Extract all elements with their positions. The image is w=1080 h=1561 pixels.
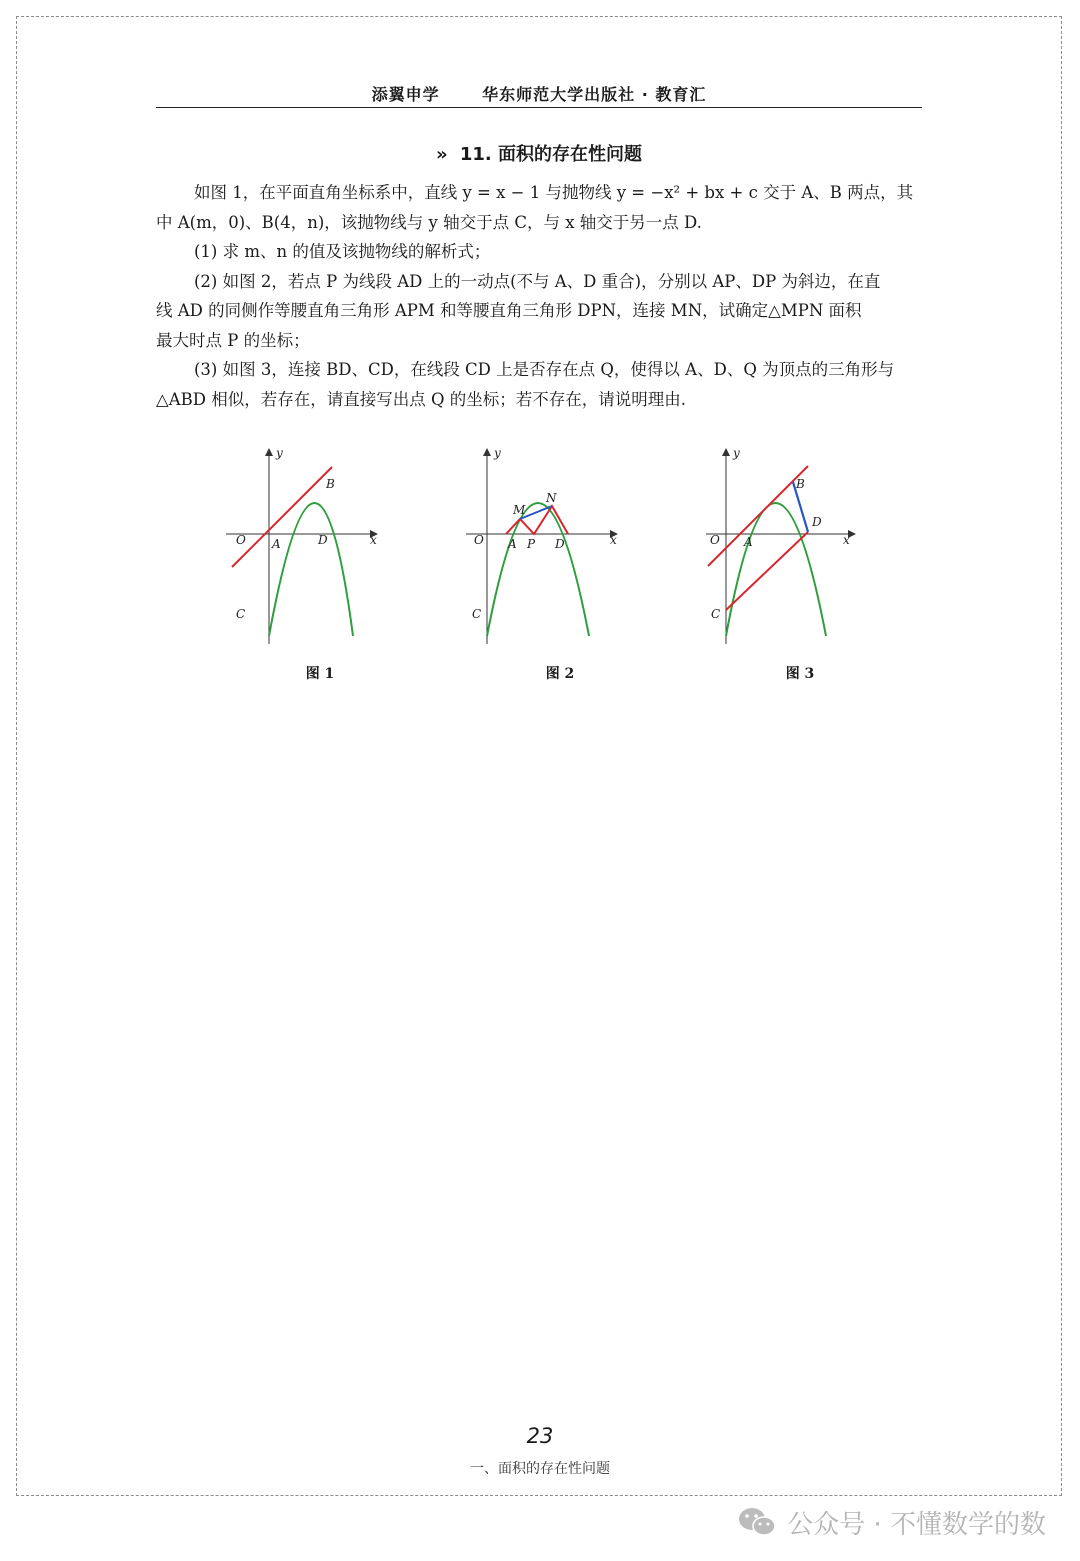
- label-a: A: [272, 537, 281, 551]
- label-c: C: [472, 607, 482, 621]
- parabola-curve: [487, 503, 589, 636]
- label-b: B: [796, 477, 805, 491]
- part-3-line-2: △ABD 相似，若存在，请直接写出点 Q 的坐标；若不存在，请说明理由.: [156, 389, 686, 409]
- figure-1-diagram: [220, 440, 420, 660]
- line-ab: [232, 467, 332, 567]
- label-d: D: [318, 533, 328, 547]
- header-publisher: 华东师范大学出版社 · 教育汇: [482, 85, 707, 104]
- figure-3: [700, 440, 900, 690]
- label-c: C: [236, 607, 246, 621]
- label-y: y: [733, 446, 740, 460]
- section-title-text: 11. 面积的存在性问题: [459, 144, 643, 165]
- figure-2-diagram: [460, 440, 660, 660]
- section-mark-icon: »: [435, 144, 448, 165]
- page-header: [156, 82, 922, 108]
- label-y: y: [276, 446, 283, 460]
- parabola-curve: [726, 503, 826, 636]
- label-c: C: [711, 607, 721, 621]
- line-ab: [708, 466, 808, 566]
- header-rule: [156, 107, 922, 108]
- problem-text: [156, 178, 924, 414]
- part-3-line-1: (3) 如图 3，连接 BD、CD，在线段 CD 上是否存在点 Q，使得以 A、D、Q 为顶点的三角形与: [194, 360, 895, 379]
- intro-line-2: 中 A(m，0)、B(4，n)，该抛物线与 y 轴交于点 C，与 x 轴交于另一点 D.: [156, 212, 702, 232]
- part-2-line-3: 最大时点 P 的坐标；: [156, 330, 310, 350]
- label-b: B: [326, 477, 335, 491]
- parabola-curve: [269, 503, 353, 636]
- label-m: M: [513, 503, 526, 517]
- label-d: D: [555, 537, 565, 551]
- label-x: x: [843, 533, 850, 547]
- label-o: O: [236, 533, 246, 547]
- figure-1: [220, 440, 420, 690]
- figure-2-caption: 图 2: [545, 666, 575, 682]
- label-x: x: [610, 533, 617, 547]
- watermark-text: 公众号 · 不懂数学的数: [787, 1509, 1046, 1540]
- label-n: N: [546, 491, 557, 505]
- page-number: 23: [526, 1424, 554, 1448]
- part-2-line-1: (2) 如图 2，若点 P 为线段 AD 上的一动点(不与 A、D 重合)，分别以 AP、DP 为斜边，在直: [194, 271, 881, 291]
- figure-row: [200, 440, 880, 690]
- figure-2: [460, 440, 660, 690]
- figure-1-caption: 图 1: [305, 666, 335, 682]
- label-a: A: [508, 537, 517, 551]
- segment-cd: [726, 532, 808, 610]
- label-a: A: [744, 535, 753, 549]
- label-o: O: [474, 533, 484, 547]
- label-y: y: [494, 446, 501, 460]
- figure-3-diagram: [700, 440, 900, 660]
- intro-line-1: 如图 1，在平面直角坐标系中，直线 y = x − 1 与抛物线 y = −x² + bx + c 交于 A、B 两点，其: [194, 183, 914, 202]
- label-x: x: [370, 533, 377, 547]
- section-title: [156, 140, 922, 166]
- part-1: (1) 求 m、n 的值及该抛物线的解析式；: [194, 242, 491, 261]
- part-2-line-2: 线 AD 的同侧作等腰直角三角形 APM 和等腰直角三角形 DPN，连接 MN，试确定△MPN 面积: [156, 301, 862, 320]
- wechat-icon: [737, 1506, 777, 1538]
- label-d: D: [812, 515, 822, 529]
- watermark: [737, 1504, 1046, 1540]
- page-footer: 一、面积的存在性问题: [470, 1461, 610, 1477]
- label-p: P: [527, 537, 536, 551]
- header-brand: 添翼申学: [371, 85, 440, 104]
- figure-3-caption: 图 3: [785, 666, 815, 682]
- label-o: O: [710, 533, 720, 547]
